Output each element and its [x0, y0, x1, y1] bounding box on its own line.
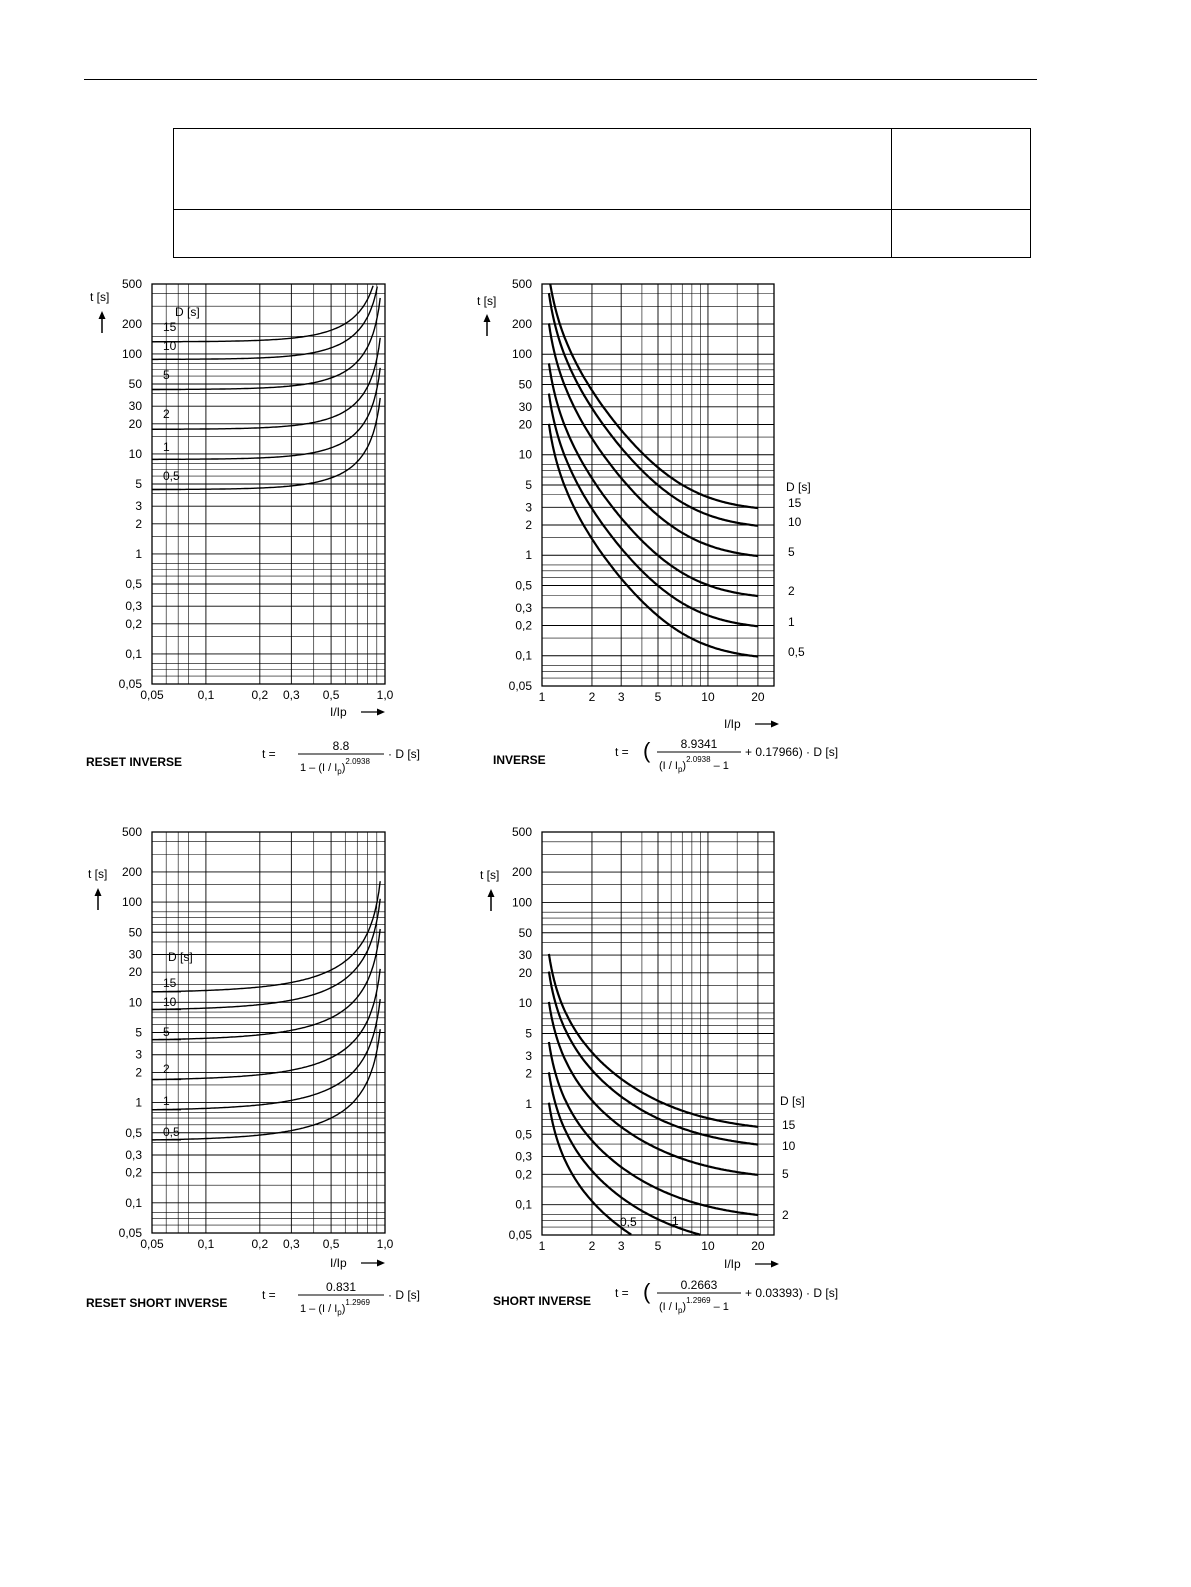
- y-tick-label: 1: [135, 546, 142, 561]
- y-tick-label: 0,5: [125, 1125, 142, 1140]
- x-tick-label: 20: [751, 690, 765, 704]
- chart-1: [86, 277, 420, 776]
- y-tick-label: 0,05: [118, 677, 142, 691]
- series-curve: [549, 1042, 758, 1215]
- formula-denominator: $(I / I_p)^{2.0938} - 1$: [659, 755, 729, 774]
- y-tick-label: 2: [135, 1065, 142, 1080]
- y-axis-arrow-icon: [99, 311, 106, 319]
- x-axis-label: I/Ip: [724, 1257, 741, 1271]
- y-tick-label: 10: [518, 996, 532, 1011]
- chart-name-label: SHORT INVERSE: [493, 1294, 592, 1308]
- series-label: 5: [163, 1025, 170, 1039]
- formula-tail: + 0.17966) · D [s]: [745, 745, 839, 759]
- x-axis-label: I/Ip: [330, 705, 347, 719]
- x-tick-label: 2: [588, 690, 596, 704]
- formula-paren: (: [643, 738, 651, 763]
- x-tick-label: 10: [701, 690, 715, 704]
- formula-numerator: 0.831: [325, 1280, 357, 1294]
- series-label: 5: [163, 368, 170, 382]
- y-tick-label: 200: [121, 316, 142, 331]
- y-tick-label: 50: [518, 377, 532, 392]
- series-curve: [152, 1029, 380, 1140]
- y-axis-arrow-icon: [488, 889, 495, 897]
- y-tick-label: 1: [135, 1095, 142, 1110]
- series-label: 10: [788, 515, 802, 529]
- series-curve: [550, 284, 758, 508]
- series-curve: [152, 287, 377, 360]
- x-tick-label: 5: [654, 1239, 662, 1253]
- formula-denominator: $1 - (I / I_p)^{2.0938}$: [300, 757, 370, 776]
- x-tick-label: 0,5: [322, 1237, 340, 1251]
- series-label: 1: [672, 1214, 679, 1228]
- formula-numerator: 0.2663: [680, 1278, 718, 1292]
- y-tick-label: 100: [121, 346, 142, 361]
- y-tick-label: 30: [518, 399, 532, 414]
- series-curve: [152, 398, 380, 490]
- y-tick-label: 3: [525, 500, 532, 515]
- y-axis-arrow-icon: [484, 314, 491, 322]
- y-axis-label: t [s]: [480, 868, 500, 882]
- y-tick-label: 10: [518, 447, 532, 462]
- y-tick-label: 30: [128, 947, 142, 962]
- y-tick-label: 3: [135, 1047, 142, 1062]
- y-tick-label: 5: [525, 1026, 532, 1041]
- y-tick-label: 20: [518, 965, 532, 980]
- y-tick-label: 20: [128, 416, 142, 431]
- y-tick-label: 100: [511, 347, 532, 362]
- x-tick-label: 0,3: [283, 688, 300, 702]
- chart-3: [86, 825, 420, 1317]
- formula-prefix: t =: [615, 1286, 629, 1300]
- legend-title: D [s]: [780, 1094, 805, 1108]
- x-tick-label: 1,0: [376, 1237, 394, 1251]
- x-tick-label: 0,1: [197, 688, 215, 702]
- y-tick-label: 500: [511, 277, 532, 291]
- series-label: 2: [788, 584, 795, 598]
- chart-name-label: RESET INVERSE: [86, 755, 183, 769]
- x-axis-label: I/Ip: [330, 1256, 347, 1270]
- y-tick-label: 0,2: [515, 618, 532, 633]
- formula-prefix: t =: [262, 1288, 276, 1302]
- y-tick-label: 0,2: [125, 616, 142, 631]
- x-axis-arrow-icon: [377, 709, 385, 716]
- y-tick-label: 3: [525, 1048, 532, 1063]
- x-tick-label: 0,1: [197, 1237, 215, 1251]
- x-tick-label: 1,0: [376, 688, 394, 702]
- y-tick-label: 0,05: [118, 1226, 142, 1240]
- y-tick-label: 30: [518, 948, 532, 963]
- y-tick-label: 1: [525, 1096, 532, 1111]
- chart-name-label: INVERSE: [493, 753, 546, 767]
- formula-tail: · D [s]: [388, 1288, 420, 1302]
- chart-4: [480, 825, 838, 1315]
- y-tick-label: 2: [525, 1066, 532, 1081]
- series-label: 10: [782, 1139, 796, 1153]
- formula-numerator: 8.9341: [680, 737, 718, 751]
- series-label: 1: [163, 440, 170, 454]
- legend-title: D [s]: [786, 480, 811, 494]
- series-label: 5: [788, 545, 795, 559]
- y-tick-label: 0,3: [515, 1149, 532, 1164]
- series-curve: [549, 363, 758, 596]
- y-tick-label: 0,05: [508, 679, 532, 693]
- x-tick-label: 0,2: [251, 1237, 269, 1251]
- y-tick-label: 0,1: [515, 1197, 532, 1212]
- y-axis-arrow-icon: [95, 888, 102, 896]
- series-label: 10: [163, 995, 177, 1009]
- y-tick-label: 50: [518, 925, 532, 940]
- formula-denominator: $1 - (I / I_p)^{1.2969}$: [300, 1298, 370, 1317]
- x-axis-label: I/Ip: [724, 717, 741, 731]
- y-tick-label: 1: [525, 548, 532, 563]
- y-tick-label: 200: [511, 865, 532, 880]
- series-label: 10: [163, 339, 177, 353]
- y-tick-label: 200: [121, 864, 142, 879]
- series-curve: [152, 368, 380, 460]
- formula-paren: (: [643, 1279, 651, 1304]
- series-curve: [549, 954, 758, 1127]
- x-tick-label: 5: [654, 690, 662, 704]
- y-tick-label: 0,5: [125, 577, 142, 591]
- y-tick-label: 3: [135, 499, 142, 514]
- legend-title: D [s]: [175, 305, 200, 319]
- series-curve: [152, 881, 380, 992]
- y-tick-label: 0,1: [125, 646, 142, 661]
- y-tick-label: 2: [525, 517, 532, 532]
- legend-title: D [s]: [168, 950, 193, 964]
- series-label: 1: [788, 615, 795, 629]
- y-tick-label: 30: [128, 399, 142, 414]
- series-label: 0,5: [163, 1125, 180, 1139]
- series-curve: [549, 1072, 701, 1235]
- y-tick-label: 0,3: [515, 600, 532, 615]
- y-tick-label: 500: [121, 277, 142, 291]
- y-tick-label: 0,05: [508, 1228, 532, 1242]
- series-label: 0,5: [163, 469, 180, 483]
- formula-tail: · D [s]: [388, 747, 420, 761]
- x-tick-label: 0,5: [322, 688, 340, 702]
- series-curve: [152, 929, 380, 1040]
- y-tick-label: 0,1: [125, 1195, 142, 1210]
- chart-2: [477, 277, 838, 774]
- y-axis-label: t [s]: [90, 290, 110, 304]
- formula-prefix: t =: [615, 745, 629, 759]
- y-tick-label: 0,2: [125, 1165, 142, 1180]
- y-tick-label: 0,1: [515, 648, 532, 663]
- series-label: 0,5: [788, 645, 805, 659]
- series-label: 5: [782, 1167, 789, 1181]
- series-curve: [549, 972, 758, 1145]
- y-axis-label: t [s]: [88, 867, 108, 881]
- x-axis-arrow-icon: [377, 1260, 385, 1267]
- x-tick-label: 1: [538, 690, 546, 704]
- y-tick-label: 500: [121, 825, 142, 839]
- series-label: 2: [163, 407, 170, 421]
- series-label: 15: [163, 320, 177, 334]
- formula-prefix: t =: [262, 747, 276, 761]
- series-curve: [152, 969, 380, 1080]
- series-label: 2: [782, 1208, 789, 1222]
- y-tick-label: 5: [135, 1025, 142, 1040]
- y-tick-label: 20: [128, 965, 142, 980]
- y-tick-label: 100: [121, 895, 142, 910]
- series-label: 1: [163, 1094, 170, 1108]
- series-label: 15: [788, 496, 802, 510]
- chart-name-label: RESET SHORT INVERSE: [86, 1296, 228, 1310]
- y-tick-label: 0,3: [125, 599, 142, 614]
- y-tick-label: 0,5: [515, 1127, 532, 1142]
- formula-denominator: $(I / I_p)^{1.2969} - 1$: [659, 1296, 729, 1315]
- y-tick-label: 10: [128, 446, 142, 461]
- series-label: 15: [782, 1118, 796, 1132]
- y-tick-label: 50: [128, 377, 142, 391]
- y-tick-label: 0,5: [515, 578, 532, 593]
- series-label: 2: [163, 1062, 170, 1076]
- y-tick-label: 2: [135, 516, 142, 531]
- y-tick-label: 20: [518, 417, 532, 432]
- y-tick-label: 500: [511, 825, 532, 839]
- x-axis-arrow-icon: [771, 1261, 779, 1268]
- x-tick-label: 10: [701, 1239, 715, 1253]
- x-tick-label: 3: [617, 690, 625, 704]
- y-axis-label: t [s]: [477, 294, 497, 308]
- formula-tail: + 0.03393) · D [s]: [745, 1286, 839, 1300]
- formula-numerator: 8.8: [332, 739, 350, 753]
- x-axis-arrow-icon: [771, 721, 779, 728]
- series-curve: [549, 1002, 758, 1175]
- y-tick-label: 0,3: [125, 1147, 142, 1162]
- series-label: 0,5: [620, 1215, 637, 1229]
- x-tick-label: 0,05: [140, 688, 164, 702]
- x-tick-label: 0,05: [140, 1237, 164, 1251]
- y-tick-label: 0,2: [515, 1167, 532, 1182]
- x-tick-label: 0,3: [283, 1237, 300, 1251]
- x-tick-label: 3: [617, 1239, 625, 1253]
- y-tick-label: 10: [128, 995, 142, 1010]
- y-tick-label: 5: [135, 477, 142, 491]
- y-tick-label: 5: [525, 478, 532, 492]
- x-tick-label: 0,2: [251, 688, 269, 702]
- x-tick-label: 1: [538, 1239, 546, 1253]
- y-tick-label: 200: [511, 316, 532, 331]
- x-tick-label: 2: [588, 1239, 596, 1253]
- y-tick-label: 50: [128, 925, 142, 940]
- x-tick-label: 20: [751, 1239, 765, 1253]
- series-label: 15: [163, 976, 177, 990]
- y-tick-label: 100: [511, 895, 532, 910]
